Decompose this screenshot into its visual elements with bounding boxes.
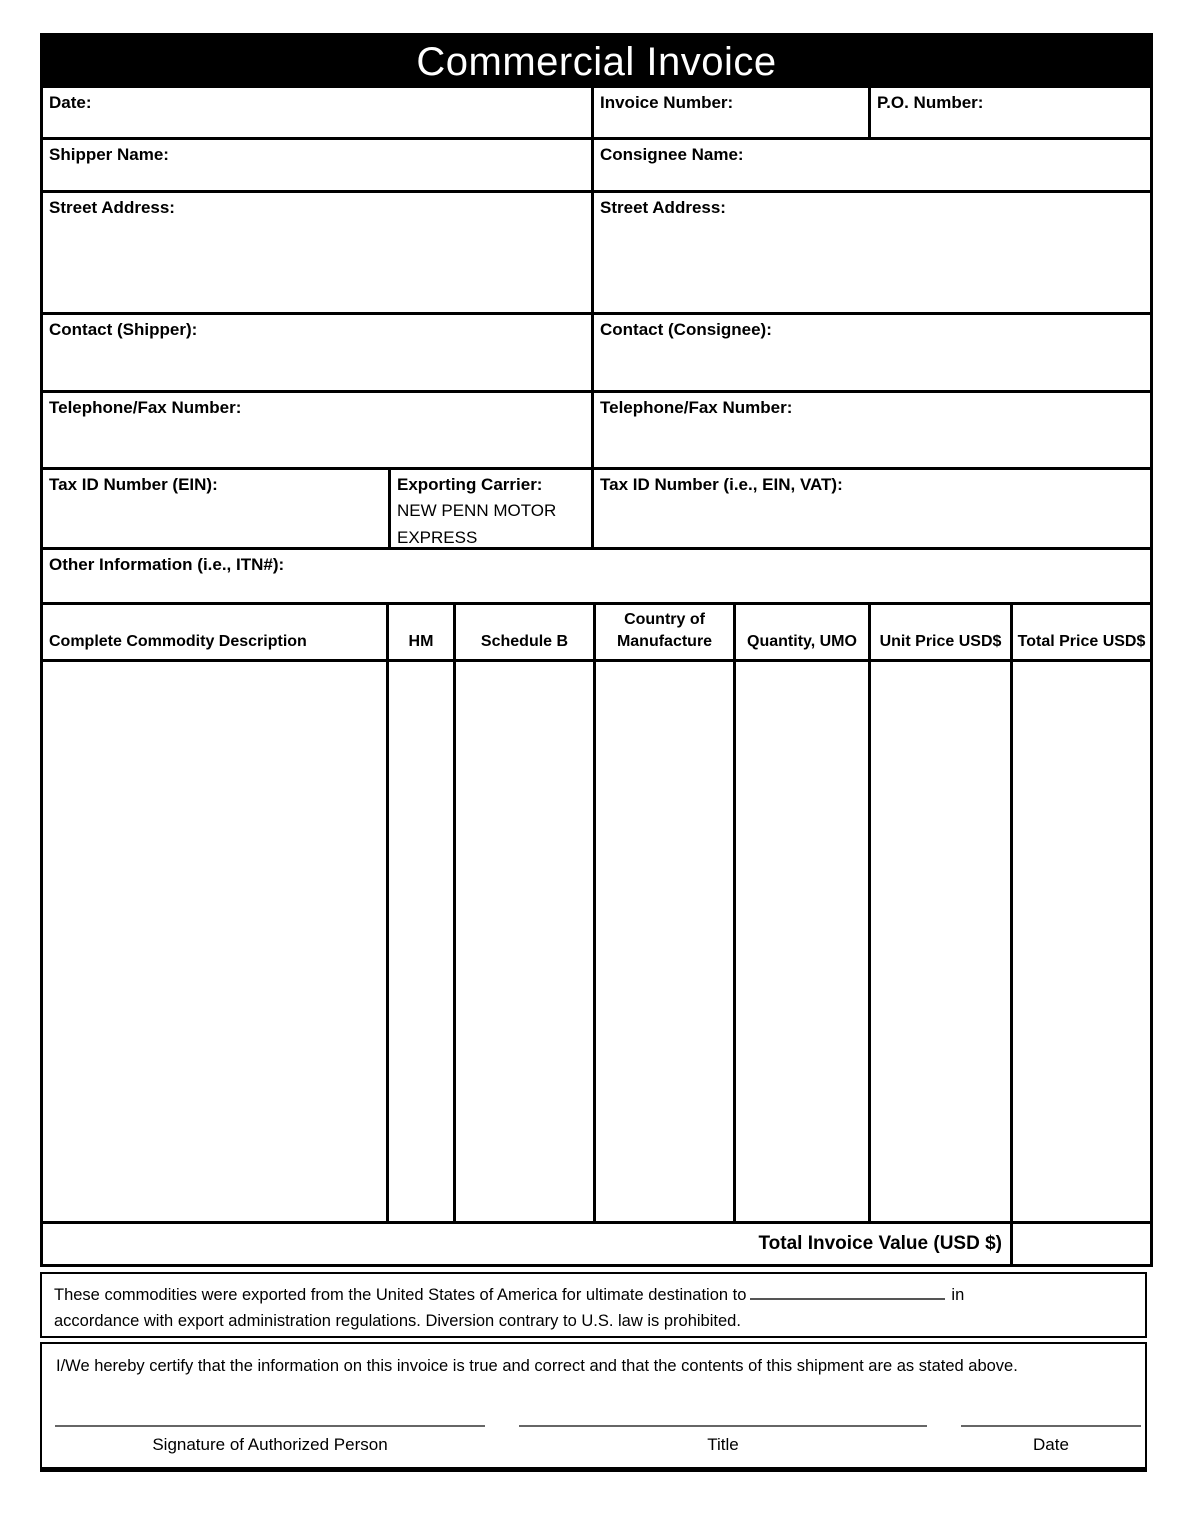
col-header-hm: HM (386, 605, 453, 659)
total-invoice-value-field[interactable] (1010, 1224, 1150, 1264)
body-cell-description[interactable] (43, 662, 386, 1221)
body-cell-total-price[interactable] (1010, 662, 1150, 1221)
date-label: Date: (49, 93, 92, 112)
shipper-name-field[interactable] (43, 140, 591, 190)
shipper-contact-field[interactable] (43, 315, 591, 390)
invoice-number-field[interactable] (591, 88, 868, 137)
export-statement-suffix: in (951, 1286, 965, 1304)
consignee-phone-label: Telephone/Fax Number: (600, 398, 793, 417)
certification-box (40, 1342, 1147, 1472)
export-statement-box (40, 1272, 1147, 1338)
destination-blank-field[interactable] (750, 1284, 945, 1300)
consignee-name-field[interactable] (591, 140, 1150, 190)
date-signed-field[interactable] (961, 1425, 1141, 1455)
tax-id-ein-label: Tax ID Number (EIN): (49, 475, 218, 494)
body-cell-country[interactable] (593, 662, 733, 1221)
invoice-number-label: Invoice Number: (600, 93, 734, 112)
consignee-name-label: Consignee Name: (600, 145, 744, 164)
tax-id-vat-label: Tax ID Number (i.e., EIN, VAT): (600, 475, 843, 494)
po-number-label: P.O. Number: (877, 93, 984, 112)
exporting-carrier-field[interactable] (388, 470, 591, 547)
signature-row (42, 1425, 1145, 1467)
col-header-country: Country of Manufacture (593, 605, 733, 659)
export-statement-line1: These commodities were exported from the United States of America for ultimate destination to (54, 1286, 747, 1304)
other-information-field[interactable] (43, 550, 1150, 602)
page-title: Commercial Invoice (416, 39, 777, 84)
shipper-phone-field[interactable] (43, 393, 591, 467)
shipper-street-label: Street Address: (49, 198, 175, 217)
tax-id-ein-field[interactable] (43, 470, 388, 547)
col-header-schedule-b: Schedule B (453, 605, 593, 659)
form-title-bar (43, 36, 1150, 88)
shipper-name-label: Shipper Name: (49, 145, 169, 164)
total-invoice-row (43, 1224, 1150, 1264)
exporting-carrier-label: Exporting Carrier: (397, 475, 543, 494)
body-cell-hm[interactable] (386, 662, 453, 1221)
commodity-table-body (43, 662, 1150, 1224)
exporting-carrier-value: NEW PENN MOTOR EXPRESS (397, 501, 557, 547)
row-street-addresses (43, 193, 1150, 315)
shipper-contact-label: Contact (Shipper): (49, 320, 198, 339)
title-field[interactable] (519, 1425, 927, 1455)
consignee-phone-field[interactable] (591, 393, 1150, 467)
consignee-street-label: Street Address: (600, 198, 726, 217)
po-number-field[interactable] (868, 88, 1150, 137)
shipper-phone-label: Telephone/Fax Number: (49, 398, 242, 417)
row-contacts (43, 315, 1150, 393)
consignee-street-field[interactable] (591, 193, 1150, 312)
commodity-table-header (43, 605, 1150, 662)
body-cell-schedule-b[interactable] (453, 662, 593, 1221)
export-statement-line2: accordance with export administration regulations. Diversion contrary to U.S. law is prohibited. (54, 1312, 741, 1330)
body-cell-quantity[interactable] (733, 662, 868, 1221)
certification-statement: I/We hereby certify that the information on this invoice is true and correct and that the contents of this shipment are as stated above. (56, 1357, 1018, 1375)
date-signed-label: Date (1033, 1435, 1069, 1454)
consignee-contact-field[interactable] (591, 315, 1150, 390)
row-names (43, 140, 1150, 193)
other-information-label: Other Information (i.e., ITN#): (49, 555, 285, 574)
shipper-street-field[interactable] (43, 193, 591, 312)
consignee-contact-label: Contact (Consignee): (600, 320, 772, 339)
col-header-total-price: Total Price USD$ (1010, 605, 1150, 659)
signature-field[interactable] (55, 1425, 485, 1455)
col-header-quantity: Quantity, UMO (733, 605, 868, 659)
title-label: Title (707, 1435, 739, 1454)
body-cell-unit-price[interactable] (868, 662, 1010, 1221)
row-other-information (43, 550, 1150, 605)
col-header-description: Complete Commodity Description (49, 633, 307, 650)
signature-label: Signature of Authorized Person (152, 1435, 388, 1454)
date-field[interactable] (43, 88, 591, 137)
tax-id-vat-field[interactable] (591, 470, 1150, 547)
row-date-invoice-po (43, 88, 1150, 140)
row-tax-carrier (43, 470, 1150, 550)
row-phones (43, 393, 1150, 470)
invoice-form (40, 33, 1153, 1267)
col-header-unit-price: Unit Price USD$ (868, 605, 1010, 659)
total-invoice-label: Total Invoice Value (USD $) (758, 1233, 1002, 1254)
